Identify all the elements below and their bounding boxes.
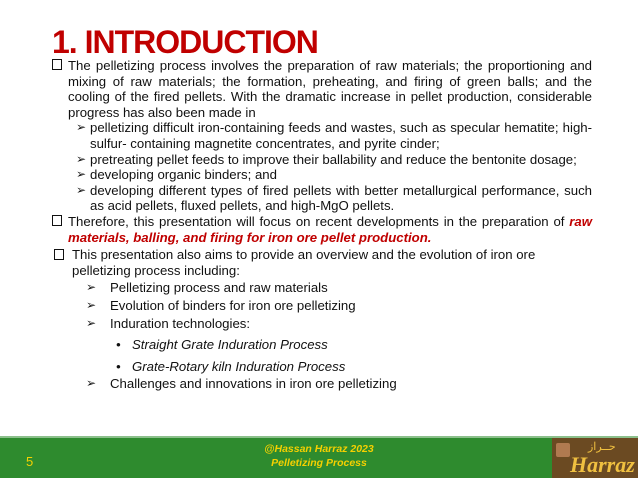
checkbox-bullet-icon [52, 215, 62, 226]
logo-text: Harraz [570, 452, 635, 477]
intro-text: The pelletizing process involves the preparation of raw materials; the proportioning and mixing of raw materials; the formation, preheating, and firing of green balls; and the cooling of the fired pellets. With the dramatic increase in pellet production, considerable progress has also been made in [68, 58, 592, 120]
author-photo-icon [556, 443, 570, 457]
focus-paragraph [52, 214, 592, 245]
list-item: • Grate-Rotary kiln Induration Process [116, 358, 346, 374]
page-title: 1. INTRODUCTION [52, 24, 318, 60]
footer-credit: @Hassan Harraz 2023 [264, 443, 374, 455]
list-item: ➢ developing organic binders; and [76, 167, 277, 183]
arrow-bullet-icon: ➢ [86, 315, 97, 330]
list-item: ➢ Evolution of binders for iron ore pelletizing [86, 297, 356, 313]
dot-bullet-icon: • [116, 358, 121, 374]
intro-paragraph [52, 58, 592, 120]
page-number: 5 [26, 454, 34, 469]
focus-text: Therefore, this presentation will focus on recent developments in the preparation of [68, 213, 570, 229]
arrow-bullet-icon: ➢ [86, 376, 97, 391]
list-item: ➢ Pelletizing process and raw materials [86, 280, 328, 296]
checkbox-bullet-icon [54, 249, 64, 260]
checkbox-bullet-icon [52, 59, 62, 70]
arrow-bullet-icon: ➢ [86, 280, 97, 295]
list-item: • Straight Grate Induration Process [116, 337, 328, 353]
list-item: ➢ developing different types of fired pellets with better metallurgical performance, such as acid pellets, fluxed pellets, and high-MgO pellets. [76, 182, 592, 214]
arrow-bullet-icon: ➢ [76, 167, 87, 182]
overview-text: This presentation also aims to provide an overview and the evolution of iron ore pelletizing process including: [72, 247, 536, 278]
list-item: ➢ pelletizing difficult iron-containing feeds and wastes, such as specular hematite; high-sulfur- containing magnetite concentrates, and pyrite cinder; [76, 120, 592, 151]
slide-content [52, 58, 592, 392]
dot-bullet-icon: • [116, 337, 121, 353]
overview-paragraph [52, 247, 592, 278]
arrow-bullet-icon: ➢ [76, 120, 87, 135]
arrow-bullet-icon: ➢ [76, 182, 87, 197]
list-item: ➢ Induration technologies: [86, 315, 251, 331]
logo-arabic-text: حــراز [588, 441, 616, 453]
list-item: ➢ Challenges and innovations in iron ore pelletizing [86, 376, 397, 392]
footer-subtitle: Pelletizing Process [271, 457, 367, 469]
focus-highlight: raw materials, balling, and firing for iron ore pellet production. [68, 213, 592, 245]
arrow-bullet-icon: ➢ [86, 297, 97, 312]
arrow-bullet-icon: ➢ [76, 151, 87, 166]
list-item: ➢ pretreating pellet feeds to improve their ballability and reduce the bentonite dosage; [76, 151, 577, 167]
